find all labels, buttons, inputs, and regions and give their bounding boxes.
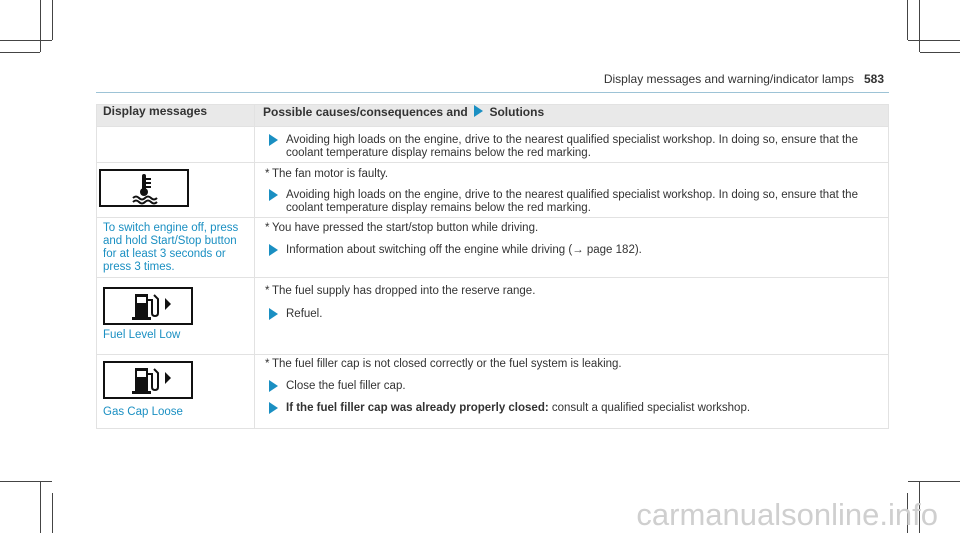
col-header-causes-solutions (255, 105, 889, 127)
coolant-temperature-icon (99, 169, 189, 207)
solution-item (255, 134, 888, 160)
cause-item: * You have pressed the start/stop button while driving. (265, 222, 539, 234)
arrow-icon (474, 105, 483, 117)
crop-mark (908, 481, 960, 482)
watermark: carmanualsonline.info (636, 497, 938, 532)
conditional-label: If the fuel filler cap was already properly closed: (286, 402, 549, 414)
crop-mark (40, 0, 41, 52)
message-cell (97, 218, 255, 278)
causes-cell (255, 163, 889, 218)
crop-mark (908, 40, 960, 41)
table-row (97, 163, 889, 218)
cause-text: The fuel filler cap is not closed correctly or the fuel system is leaking. (272, 358, 622, 370)
causes-cell (255, 278, 889, 355)
message-cell (97, 163, 255, 218)
solution-item (255, 308, 888, 321)
arrow-icon (269, 134, 278, 146)
running-head (604, 72, 884, 86)
crop-mark (919, 0, 920, 52)
table-row (97, 355, 889, 429)
crop-mark (0, 40, 52, 41)
message-cell (97, 355, 255, 429)
table-row (97, 278, 889, 355)
crop-mark (0, 52, 40, 53)
crop-mark (52, 493, 53, 533)
fuel-pump-icon (103, 287, 193, 325)
page-number: 583 (863, 72, 884, 86)
header-rule (96, 92, 889, 93)
cause-text: The fuel supply has dropped into the reserve range. (272, 285, 536, 297)
message-cell (97, 278, 255, 355)
running-title: Display messages and warning/indicator lamps (603, 72, 854, 86)
arrow-icon (269, 380, 278, 392)
table-row (97, 127, 889, 163)
solution-item (255, 244, 888, 257)
causes-cell (255, 218, 889, 278)
solution-item (255, 189, 888, 215)
display-message-text: To switch engine off, press and hold Start/Stop button for at least 3 seconds or press 3 times. (103, 222, 239, 273)
solution-item (255, 402, 888, 415)
col-header-solutions-label: Solutions (489, 105, 545, 119)
message-cell (97, 127, 255, 163)
crop-mark (52, 0, 53, 40)
display-message-text: Fuel Level Low (103, 329, 181, 341)
table-row (97, 218, 889, 278)
cause-item: * The fuel filler cap is not closed correctly or the fuel system is leaking. (265, 358, 622, 370)
cause-text: You have pressed the start/stop button while driving. (272, 222, 539, 234)
solution-text: Close the fuel filler cap. (286, 380, 406, 392)
table-header-row (97, 105, 889, 127)
col-header-display-messages: Display messages (97, 105, 255, 127)
cause-item: * The fuel supply has dropped into the reserve range. (265, 285, 536, 297)
crop-mark (920, 52, 960, 53)
causes-cell (255, 127, 889, 163)
arrow-icon (269, 244, 278, 256)
cause-item: * The fan motor is faulty. (265, 168, 389, 180)
arrow-icon (269, 402, 278, 414)
causes-cell (255, 355, 889, 429)
crop-mark (0, 481, 52, 482)
solution-text: Information about switching off the engine while driving (→ page 182). (286, 244, 642, 256)
solution-item (255, 380, 888, 393)
solution-text: consult a qualified specialist workshop. (551, 402, 751, 414)
arrow-icon (269, 189, 278, 201)
arrow-icon (269, 308, 278, 320)
col-header-causes-label: Possible causes/consequences and (263, 105, 468, 119)
crop-mark (40, 481, 41, 533)
solution-text: Refuel. (286, 308, 323, 320)
crop-mark (907, 0, 908, 40)
solution-text: Avoiding high loads on the engine, drive to the nearest qualified specialist workshop. In doing so, ensure that the coolant temperature display remains below the red marking. (286, 134, 858, 159)
display-messages-table (96, 104, 889, 429)
cause-text: The fan motor is faulty. (272, 168, 389, 180)
display-message-text: Gas Cap Loose (103, 406, 183, 418)
solution-text: Avoiding high loads on the engine, drive to the nearest qualified specialist workshop. In doing so, ensure that the coolant temperature display remains below the red marking. (286, 189, 858, 214)
fuel-pump-icon (103, 361, 193, 399)
